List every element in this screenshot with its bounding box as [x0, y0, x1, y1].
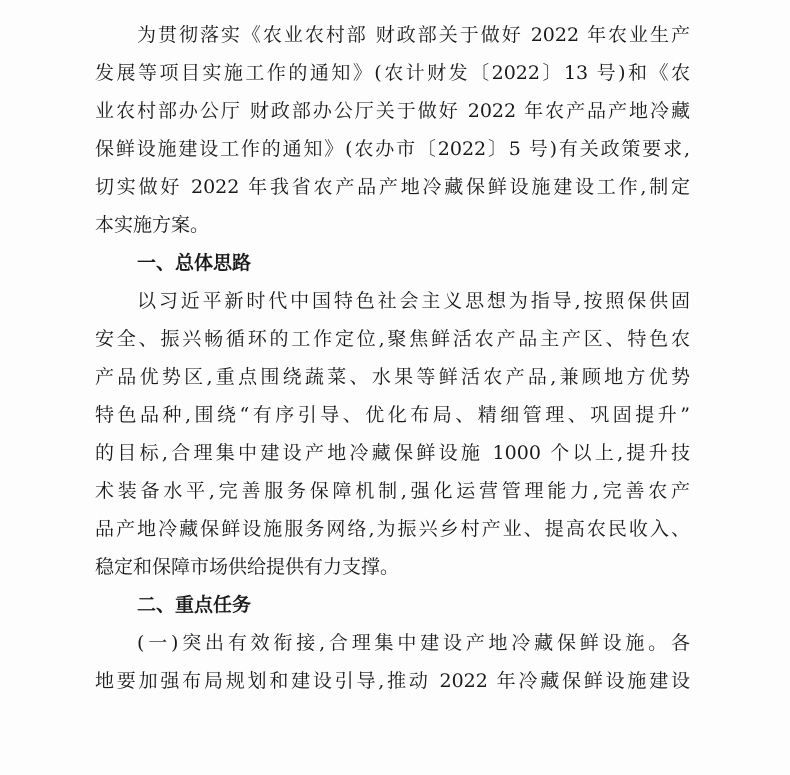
intro-line-6: 本实施方案。 [95, 214, 210, 236]
section2-line-1: (一)突出有效衔接,合理集中建设产地冷藏保鲜设施。各 [137, 632, 690, 654]
intro-line-4: 保鲜设施建设工作的通知》(农办市〔2022〕5 号)有关政策要求, [95, 138, 690, 160]
section1-line-7: 品产地冷藏保鲜设施服务网络,为振兴乡村产业、提高农民收入、 [95, 518, 690, 540]
section1-line-3: 产品优势区,重点围绕蔬菜、水果等鲜活农产品,兼顾地方优势 [95, 366, 690, 388]
section1-line-5: 的目标,合理集中建设产地冷藏保鲜设施 1000 个以上,提升技 [95, 442, 690, 464]
intro-line-5: 切实做好 2022 年我省农产品产地冷藏保鲜设施建设工作,制定 [95, 176, 690, 198]
section1-line-4: 特色品种,围绕“有序引导、优化布局、精细管理、巩固提升” [95, 404, 690, 426]
intro-line-2: 发展等项目实施工作的通知》(农计财发〔2022〕13 号)和《农 [95, 62, 690, 84]
section-heading-key-tasks: 二、重点任务 [137, 594, 252, 616]
section1-line-8: 稳定和保障市场供给提供有力支撑。 [95, 556, 400, 578]
section1-line-6: 术装备水平,完善服务保障机制,强化运营管理能力,完善农产 [95, 480, 690, 502]
section1-line-1: 以习近平新时代中国特色社会主义思想为指导,按照保供固 [137, 290, 690, 312]
intro-line-3: 业农村部办公厅 财政部办公厅关于做好 2022 年农产品产地冷藏 [95, 100, 690, 122]
section1-line-2: 安全、振兴畅循环的工作定位,聚焦鲜活农产品主产区、特色农 [95, 328, 690, 350]
intro-line-1: 为贯彻落实《农业农村部 财政部关于做好 2022 年农业生产 [137, 24, 690, 46]
section-heading-overall-approach: 一、总体思路 [137, 252, 252, 274]
section2-line-2: 地要加强布局规划和建设引导,推动 2022 年冷藏保鲜设施建设 [95, 670, 690, 692]
